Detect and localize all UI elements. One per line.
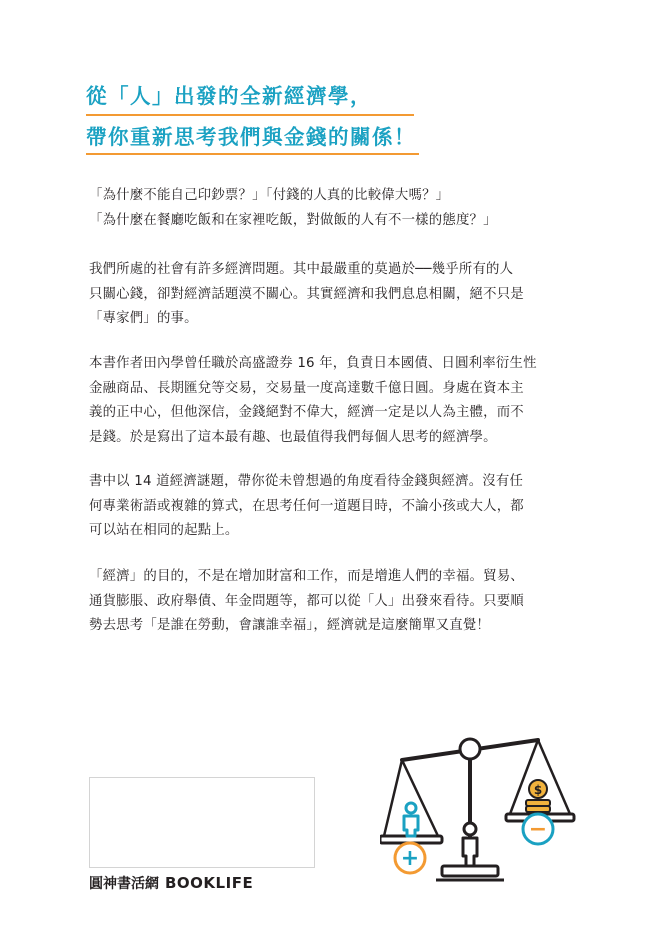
headline-line-1: 從「人」出發的全新經濟學，	[86, 84, 372, 108]
paragraph-line: 勢去思考「是誰在勞動，會讓誰幸福」，經濟就是這麼簡單又直覺！	[89, 618, 491, 633]
paragraph-author	[89, 352, 589, 450]
base-person-body-icon	[463, 838, 477, 866]
paragraph-line: 義的正中心，但他深信，金錢絕對不偉大，經濟一定是以人為主體，而不	[89, 405, 524, 420]
minus-symbol: −	[528, 817, 548, 842]
paragraph-line: 「經濟」的目的，不是在增加財富和工作，而是增進人們的幸福。貿易、	[89, 569, 524, 584]
paragraph-questions	[89, 184, 589, 233]
headline-underline-1	[86, 114, 414, 116]
paragraph-line: 通貨膨脹、政府舉債、年金問題等，都可以從「人」出發來看待。只要順	[89, 593, 524, 609]
paragraph-line: 是錢。於是寫出了這本最有趣、也最值得我們每個人思考的經濟學。	[89, 429, 497, 445]
paragraph-line: 金融商品、長期匯兌等交易，交易量一度高達數千億日圓。身處在資本主	[89, 380, 524, 396]
plus-symbol: +	[400, 846, 420, 871]
publisher-brand	[89, 873, 253, 893]
paragraph-line: 「為什麼不能自己印鈔票？」「付錢的人真的比較偉大嗎？」	[89, 188, 450, 203]
balance-scale-illustration	[380, 718, 600, 898]
paragraph-line: 「專家們」的事。	[89, 311, 198, 326]
brand-name-zh: 圓神書活網	[89, 876, 159, 892]
paragraph-line: 本書作者田內學曾任職於高盛證券 16 年，負責日本國債、日圓利率衍生性	[89, 356, 537, 371]
paragraph-purpose	[89, 565, 589, 639]
base-person-head-icon	[464, 823, 476, 835]
teal-person-body-icon	[404, 816, 418, 836]
coin-symbol: $	[533, 783, 543, 797]
scale-pivot	[460, 739, 480, 759]
paragraph-line: 我們所處的社會有許多經濟問題。其中最嚴重的莫過於──幾乎所有的人	[89, 262, 514, 277]
coin-stack-icon	[526, 806, 550, 812]
scale-base	[442, 866, 498, 876]
paragraph-line: 何專業術語或複雜的算式，在思考任何一道題目時，不論小孩或大人，都	[89, 498, 524, 514]
paragraph-line: 可以站在相同的起點上。	[89, 523, 239, 538]
paragraph-line: 書中以 14 道經濟謎題，帶你從未曾想過的角度看待金錢與經濟。沒有任	[89, 474, 524, 489]
barcode-sticker-area	[89, 777, 315, 868]
paragraph-puzzles	[89, 470, 589, 544]
paragraph-line: 只關心錢，卻對經濟話題漠不關心。其實經濟和我們息息相關，絕不只是	[89, 286, 524, 302]
brand-name-en: BOOKLIFE	[165, 874, 254, 892]
headline-line-2: 帶你重新思考我們與金錢的關係！	[86, 125, 416, 149]
left-pan-string	[384, 760, 402, 836]
teal-person-head-icon	[406, 803, 416, 813]
paragraph-problem	[89, 258, 589, 332]
paragraph-line: 「為什麼在餐廳吃飯和在家裡吃飯，對做飯的人有不一樣的態度？」	[89, 212, 497, 228]
headline-underline-2	[86, 153, 419, 155]
